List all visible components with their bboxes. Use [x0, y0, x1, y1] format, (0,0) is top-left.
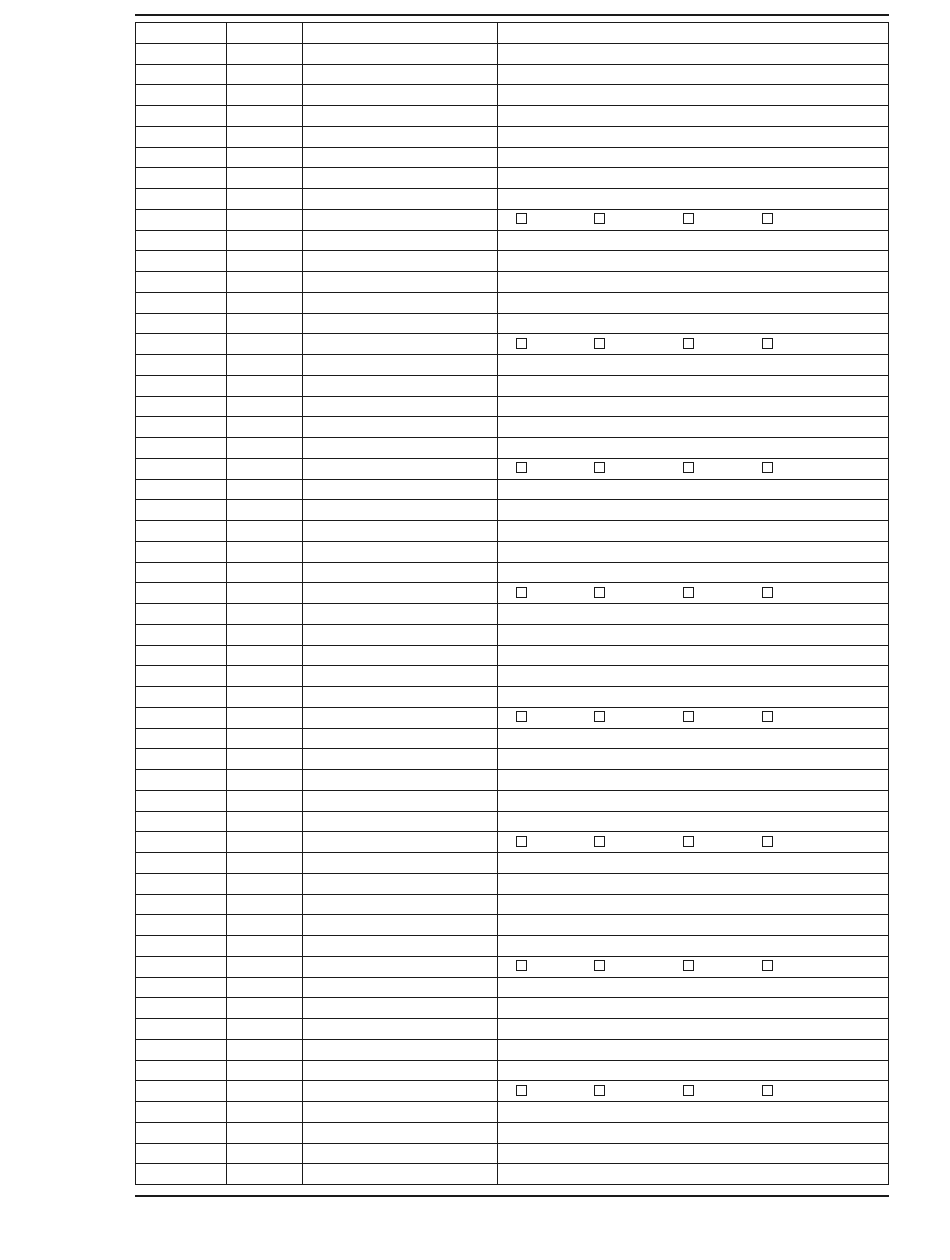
option-checkbox[interactable]: [594, 1085, 605, 1096]
option-checkbox[interactable]: [683, 836, 694, 847]
right-row-line: [497, 562, 889, 563]
right-row-line: [497, 1101, 889, 1102]
left-row-line: [135, 126, 498, 127]
option-checkbox[interactable]: [594, 338, 605, 349]
option-checkbox[interactable]: [762, 960, 773, 971]
right-row-line: [497, 84, 889, 85]
left-row-line: [135, 43, 498, 44]
left-row-line: [135, 645, 498, 646]
left-row-line: [135, 582, 498, 583]
option-checkbox[interactable]: [516, 1085, 527, 1096]
left-row-line: [135, 1143, 498, 1144]
option-checkbox[interactable]: [683, 960, 694, 971]
left-row-line: [135, 769, 498, 770]
right-row-line: [497, 956, 889, 957]
right-row-line: [497, 873, 889, 874]
left-row-line: [135, 1018, 498, 1019]
right-row-line: [497, 790, 889, 791]
right-row-line: [497, 126, 889, 127]
option-checkbox[interactable]: [594, 711, 605, 722]
right-row-line: [497, 769, 889, 770]
right-row-line: [497, 1122, 889, 1123]
left-row-line: [135, 230, 498, 231]
left-row-line: [135, 1080, 498, 1081]
left-row-line: [135, 935, 498, 936]
option-checkbox[interactable]: [594, 960, 605, 971]
left-row-line: [135, 416, 498, 417]
right-row-line: [497, 375, 889, 376]
left-row-line: [135, 686, 498, 687]
option-checkbox[interactable]: [683, 711, 694, 722]
right-row-line: [497, 1080, 889, 1081]
left-row-line: [135, 64, 498, 65]
option-checkbox[interactable]: [683, 587, 694, 598]
left-row-line: [135, 188, 498, 189]
right-row-line: [497, 665, 889, 666]
left-row-line: [135, 811, 498, 812]
left-row-line: [135, 748, 498, 749]
right-row-line: [497, 748, 889, 749]
right-row-line: [497, 105, 889, 106]
right-row-line: [497, 313, 889, 314]
option-checkbox[interactable]: [516, 213, 527, 224]
right-row-line: [497, 188, 889, 189]
option-checkbox[interactable]: [762, 462, 773, 473]
left-row-line: [135, 1060, 498, 1061]
right-row-line: [497, 686, 889, 687]
form-grid: [135, 22, 889, 1184]
right-row-line: [497, 997, 889, 998]
right-row-line: [497, 396, 889, 397]
option-checkbox[interactable]: [594, 213, 605, 224]
option-checkbox[interactable]: [683, 338, 694, 349]
option-checkbox[interactable]: [762, 338, 773, 349]
option-checkbox[interactable]: [762, 1085, 773, 1096]
left-row-line: [135, 22, 498, 23]
option-checkbox[interactable]: [594, 587, 605, 598]
right-row-line: [497, 541, 889, 542]
left-row-line: [135, 831, 498, 832]
left-row-line: [135, 250, 498, 251]
right-row-line: [497, 22, 889, 23]
left-row-line: [135, 375, 498, 376]
right-row-line: [497, 499, 889, 500]
left-row-line: [135, 707, 498, 708]
left-row-line: [135, 1163, 498, 1164]
right-row-line: [497, 1060, 889, 1061]
option-checkbox[interactable]: [683, 1085, 694, 1096]
left-row-line: [135, 396, 498, 397]
right-row-line: [497, 230, 889, 231]
left-row-line: [135, 665, 498, 666]
option-checkbox[interactable]: [683, 462, 694, 473]
left-row-line: [135, 624, 498, 625]
right-row-line: [497, 167, 889, 168]
option-checkbox[interactable]: [594, 462, 605, 473]
right-row-line: [497, 645, 889, 646]
option-checkbox[interactable]: [516, 587, 527, 598]
left-row-line: [135, 1101, 498, 1102]
option-checkbox[interactable]: [762, 836, 773, 847]
left-row-line: [135, 562, 498, 563]
right-row-line: [497, 1143, 889, 1144]
right-row-line: [497, 43, 889, 44]
option-checkbox[interactable]: [762, 587, 773, 598]
option-checkbox[interactable]: [516, 338, 527, 349]
right-row-line: [497, 894, 889, 895]
option-checkbox[interactable]: [762, 213, 773, 224]
right-row-line: [497, 333, 889, 334]
left-row-line: [135, 105, 498, 106]
right-row-line: [497, 520, 889, 521]
left-row-line: [135, 354, 498, 355]
left-row-line: [135, 790, 498, 791]
option-checkbox[interactable]: [762, 711, 773, 722]
right-row-line: [497, 64, 889, 65]
right-row-line: [497, 147, 889, 148]
right-row-line: [497, 831, 889, 832]
left-row-line: [135, 541, 498, 542]
right-row-line: [497, 354, 889, 355]
right-row-line: [497, 935, 889, 936]
right-row-line: [497, 852, 889, 853]
left-row-line: [135, 147, 498, 148]
right-row-line: [497, 1163, 889, 1164]
left-row-line: [135, 956, 498, 957]
option-checkbox[interactable]: [516, 836, 527, 847]
option-checkbox[interactable]: [516, 711, 527, 722]
top-rule: [135, 14, 889, 16]
right-row-line: [497, 603, 889, 604]
left-row-line: [135, 1039, 498, 1040]
left-row-line: [135, 1122, 498, 1123]
right-row-line: [497, 1039, 889, 1040]
right-row-line: [497, 977, 889, 978]
right-row-line: [497, 914, 889, 915]
left-row-line: [135, 977, 498, 978]
option-checkbox[interactable]: [516, 462, 527, 473]
right-row-line: [497, 437, 889, 438]
left-row-line: [135, 313, 498, 314]
right-row-line: [497, 624, 889, 625]
left-row-line: [135, 603, 498, 604]
left-row-line: [135, 997, 498, 998]
left-row-line: [135, 437, 498, 438]
left-row-line: [135, 479, 498, 480]
left-row-line: [135, 271, 498, 272]
left-row-line: [135, 873, 498, 874]
option-checkbox[interactable]: [683, 213, 694, 224]
right-row-line: [497, 209, 889, 210]
right-row-line: [497, 1184, 889, 1185]
right-row-line: [497, 1018, 889, 1019]
right-row-line: [497, 707, 889, 708]
option-checkbox[interactable]: [516, 960, 527, 971]
right-row-line: [497, 416, 889, 417]
right-row-line: [497, 728, 889, 729]
left-row-line: [135, 894, 498, 895]
left-row-line: [135, 84, 498, 85]
right-row-line: [497, 479, 889, 480]
right-row-line: [497, 458, 889, 459]
left-row-line: [135, 209, 498, 210]
bottom-rule: [135, 1195, 889, 1197]
right-row-line: [497, 292, 889, 293]
left-row-line: [135, 167, 498, 168]
left-row-line: [135, 333, 498, 334]
right-row-line: [497, 250, 889, 251]
left-row-line: [135, 499, 498, 500]
left-row-line: [135, 520, 498, 521]
left-row-line: [135, 914, 498, 915]
left-row-line: [135, 728, 498, 729]
option-checkbox[interactable]: [594, 836, 605, 847]
left-row-line: [135, 458, 498, 459]
left-row-line: [135, 852, 498, 853]
right-row-line: [497, 811, 889, 812]
left-row-line: [135, 1184, 498, 1185]
right-row-line: [497, 271, 889, 272]
left-row-line: [135, 292, 498, 293]
right-row-line: [497, 582, 889, 583]
